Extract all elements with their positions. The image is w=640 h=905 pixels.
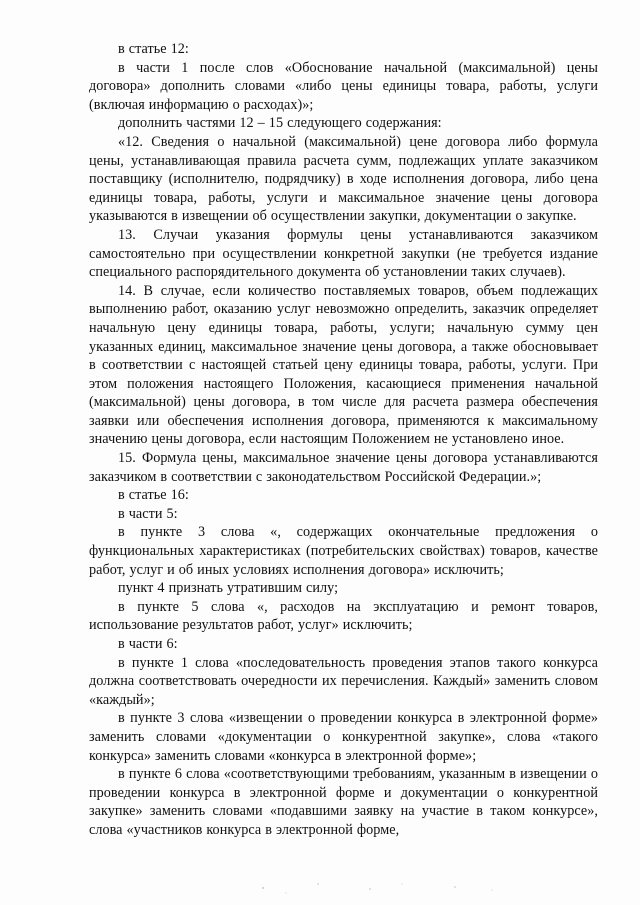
paragraph-part-5-heading: в части 5: bbox=[118, 505, 178, 522]
paragraph-point-3-part-5: в пункте 3 слова «, содержащих окончательные предложения о функциональных характеристиках (потребительских свойствах) товаров, качестве работ, услуг и об иных условиях исполнения договора» исключить; bbox=[89, 524, 598, 578]
paragraph-part-14: 14. В случае, если количество поставляемых товаров, объем подлежащих выполнению работ, оказанию услуг невозможно определить, заказчик определяет начальную цену единицы товара, работы, услуги; начальную сумму цен указанных единиц, максимальное значение цены договора, а также обосновывает в соответствии с настоящей статьей цену единицы товара, работы, услуги. При этом положения настоящего Положения, касающиеся применения начальной (максимальной) цены договора, в том числе для расчета размера обеспечения заявки или обеспечения исполнения договора, применяются к максимальному значению цены договора, если настоящим Положением не установлено иное. bbox=[89, 282, 598, 448]
paragraph-add-parts-12-15: дополнить частями 12 – 15 следующего содержания: bbox=[118, 115, 442, 132]
paragraph-point-5-part-5: в пункте 5 слова «, расходов на эксплуатацию и ремонт товаров, использование результатов работ, услуг» исключить; bbox=[89, 598, 598, 634]
paragraph-part-12: «12. Сведения о начальной (максимальной) цене договора либо формула цены, устанавливающая правила расчета сумм, подлежащих уплате заказчиком поставщику (исполнителю, подрядчику) в ходе исполнения договора, либо цена единицы товара, работы, услуги и максимальное значение цены договора указываются в извещении об осуществлении закупки, документации о закупке. bbox=[89, 133, 598, 225]
paragraph-article-12-heading: в статье 12: bbox=[118, 41, 189, 57]
paragraph-part-1-amendment: в части 1 после слов «Обоснование начальной (максимальной) цены договора» дополнить словами «либо цены единицы товара, работы, услуги (включая информацию о расходах)»; bbox=[89, 59, 598, 113]
paragraph-part-13: 13. Случаи указания формулы цены устанавливаются заказчиком самостоятельно при осуществлении конкретной закупки (не требуется издание специального распорядительного документа об установлении таких случаев). bbox=[89, 226, 598, 281]
paragraph-article-16-heading: в статье 16: bbox=[118, 487, 189, 504]
paragraph-point-1-part-6: в пункте 1 слова «последовательность проведения этапов такого конкурса должна соответствовать очередности их перечисления. Каждый» заменить словом «каждый»; bbox=[89, 654, 598, 708]
document-body bbox=[89, 40, 598, 840]
paragraph-part-15: 15. Формула цены, максимальное значение цены договора устанавливаются заказчиком в соответствии с законодательством Российской Федерации.»; bbox=[89, 450, 598, 485]
paragraph-point-3-part-6: в пункте 3 слова «извещении о проведении конкурса в электронной форме» заменить словами «документации о конкурентной закупке», слова «такого конкурса» заменить словами «конкурса в электронной форме»; bbox=[89, 710, 598, 764]
paragraph-part-6-heading: в части 6: bbox=[118, 636, 178, 652]
paragraph-point-6-part-6: в пункте 6 слова «соответствующими требованиям, указанным в извещении о проведении конкурса в электронной форме и документации о конкурентной закупке» заменить словами «подавшими заявку на участие в таком конкурсе», слова «участников конкурса в электронной форме, bbox=[89, 766, 598, 838]
paragraph-point-4-part-5: пункт 4 признать утратившим силу; bbox=[118, 580, 339, 597]
